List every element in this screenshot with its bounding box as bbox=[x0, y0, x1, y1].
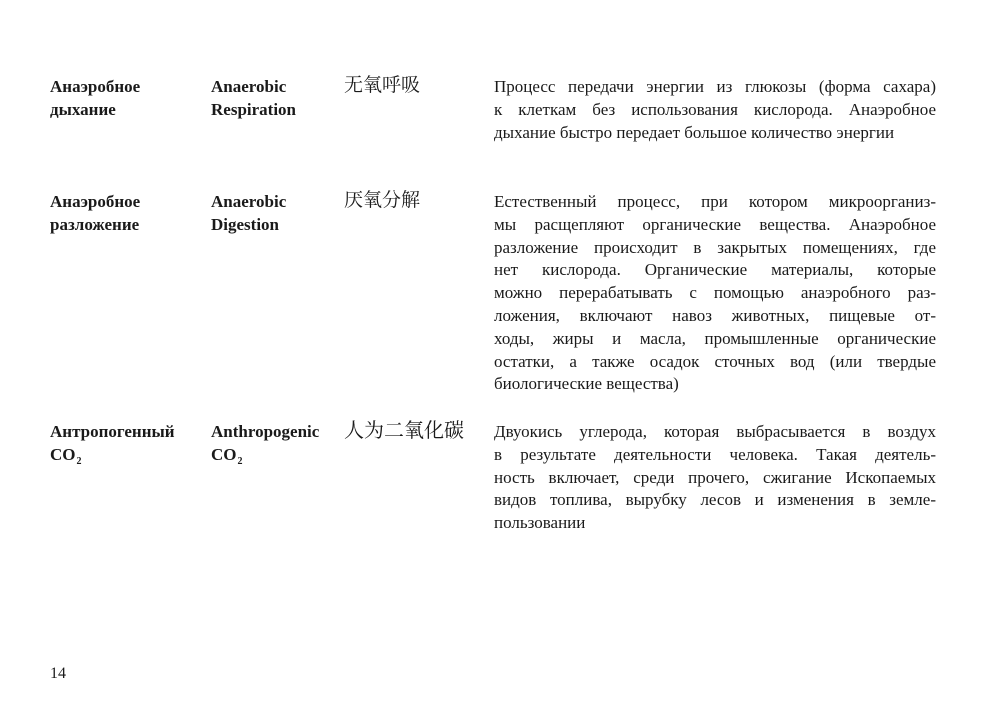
term-russian: Анаэробное разложение bbox=[50, 192, 141, 234]
term-english: Anthropogenic $CO_2$ bbox=[211, 421, 341, 469]
page-number: 14 bbox=[50, 665, 66, 682]
term-english: Anaerobic Respiration bbox=[211, 77, 296, 119]
co2-formula: $CO_2$ bbox=[211, 444, 243, 467]
term-chinese: 厌氧分解 bbox=[344, 189, 421, 211]
term-russian: Антропогенный $CO_2$ bbox=[50, 421, 200, 469]
term-russian: Анаэробное дыхание bbox=[50, 77, 141, 119]
term-chinese: 无氧呼吸 bbox=[344, 74, 421, 96]
term-description: Двуокись углерода, которая выбрасывается в воздух в результате деятельности человека. Такая деятель- ность включает, среди прочего, сжигание Ископаемых видов топлива, вырубку лесов и изменения в земле- пользовании bbox=[494, 422, 936, 533]
term-chinese: 人为二氧化碳 bbox=[344, 418, 464, 442]
term-description: Естественный процесс, при котором микроорганиз- мы расщепляют органические вещества. Анаэробное разложение происходит в закрытых помещениях, где нет кислорода. Органические материалы, которые можно перерабатывать с помощью анаэробного раз- ложения, включают навоз животных, пищевые от- ходы, жиры и масла, промышленные органические остатки, а также осадок сточных вод (или твердые биологические вещества) bbox=[494, 192, 936, 394]
co2-formula: $CO_2$ bbox=[50, 444, 82, 467]
term-english: Anaerobic Digestion bbox=[211, 192, 287, 234]
term-description: Процесс передачи энергии из глюкозы (форма сахара) к клеткам без использования кислорода. Анаэробное дыхание быстро передает большое количество энергии bbox=[494, 77, 936, 142]
